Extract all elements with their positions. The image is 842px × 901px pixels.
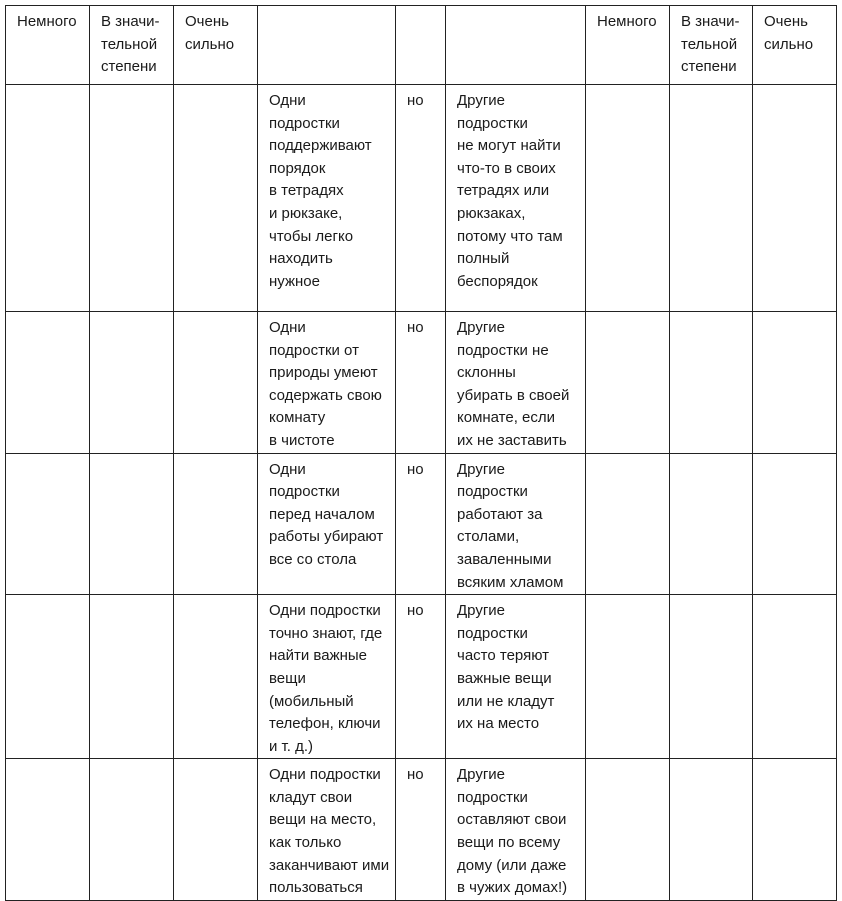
- rating-cell[interactable]: [753, 595, 837, 759]
- rating-cell[interactable]: [586, 312, 670, 454]
- rating-cell[interactable]: [753, 453, 837, 595]
- left-statement: Одни подростки перед началом работы убирают все со стола: [258, 453, 396, 595]
- rating-cell[interactable]: [670, 759, 753, 901]
- questionnaire-table: [5, 5, 837, 901]
- rating-cell[interactable]: [586, 85, 670, 312]
- left-statement: Одни подростки точно знают, где найти важные вещи (мобильный телефон, ключи и т. д.): [258, 595, 396, 759]
- left-statement: Одни подростки поддерживают порядок в тетрадях и рюкзаке, чтобы легко находить нужное: [258, 85, 396, 312]
- rating-cell[interactable]: [6, 312, 90, 454]
- connector: но: [396, 759, 446, 901]
- header-blank-left-statement: [258, 6, 396, 85]
- rating-cell[interactable]: [90, 453, 174, 595]
- rating-cell[interactable]: [90, 595, 174, 759]
- rating-cell[interactable]: [6, 759, 90, 901]
- left-statement: Одни подростки кладут свои вещи на место, как только заканчивают ими пользоваться: [258, 759, 396, 901]
- rating-cell[interactable]: [753, 312, 837, 454]
- header-row: [6, 6, 837, 85]
- table-row: [6, 85, 837, 312]
- rating-cell[interactable]: [6, 85, 90, 312]
- connector: но: [396, 85, 446, 312]
- rating-cell[interactable]: [90, 312, 174, 454]
- table-row: [6, 453, 837, 595]
- rating-cell[interactable]: [586, 453, 670, 595]
- header-blank-connector: [396, 6, 446, 85]
- rating-cell[interactable]: [6, 453, 90, 595]
- header-right-a-little: Немного: [586, 6, 670, 85]
- rating-cell[interactable]: [753, 759, 837, 901]
- rating-cell[interactable]: [753, 85, 837, 312]
- connector: но: [396, 312, 446, 454]
- table-row: [6, 595, 837, 759]
- header-right-very-strong: Очень сильно: [753, 6, 837, 85]
- header-left-a-lot-little: Немного: [6, 6, 90, 85]
- rating-cell[interactable]: [586, 759, 670, 901]
- connector: но: [396, 595, 446, 759]
- rating-cell[interactable]: [670, 595, 753, 759]
- rating-cell[interactable]: [670, 85, 753, 312]
- right-statement: Другие подростки часто теряют важные вещи или не кладут их на место: [446, 595, 586, 759]
- header-left-very-strong: Очень сильно: [174, 6, 258, 85]
- rating-cell[interactable]: [174, 85, 258, 312]
- header-left-significant: В значи- тельной степени: [90, 6, 174, 85]
- rating-cell[interactable]: [174, 759, 258, 901]
- header-blank-right-statement: [446, 6, 586, 85]
- right-statement: Другие подростки оставляют свои вещи по всему дому (или даже в чужих домах!): [446, 759, 586, 901]
- right-statement: Другие подростки не могут найти что-то в своих тетрадях или рюкзаках, потому что там полный беспорядок: [446, 85, 586, 312]
- rating-cell[interactable]: [6, 595, 90, 759]
- rating-cell[interactable]: [670, 453, 753, 595]
- table-row: [6, 759, 837, 901]
- rating-cell[interactable]: [174, 595, 258, 759]
- left-statement: Одни подростки от природы умеют содержать свою комнату в чистоте: [258, 312, 396, 454]
- rating-cell[interactable]: [90, 759, 174, 901]
- rating-cell[interactable]: [670, 312, 753, 454]
- right-statement: Другие подростки работают за столами, заваленными всяким хламом: [446, 453, 586, 595]
- connector: но: [396, 453, 446, 595]
- rating-cell[interactable]: [174, 312, 258, 454]
- rating-cell[interactable]: [90, 85, 174, 312]
- rating-cell[interactable]: [174, 453, 258, 595]
- rating-cell[interactable]: [586, 595, 670, 759]
- right-statement: Другие подростки не склонны убирать в своей комнате, если их не заставить: [446, 312, 586, 454]
- table-row: [6, 312, 837, 454]
- header-right-significant: В значи- тельной степени: [670, 6, 753, 85]
